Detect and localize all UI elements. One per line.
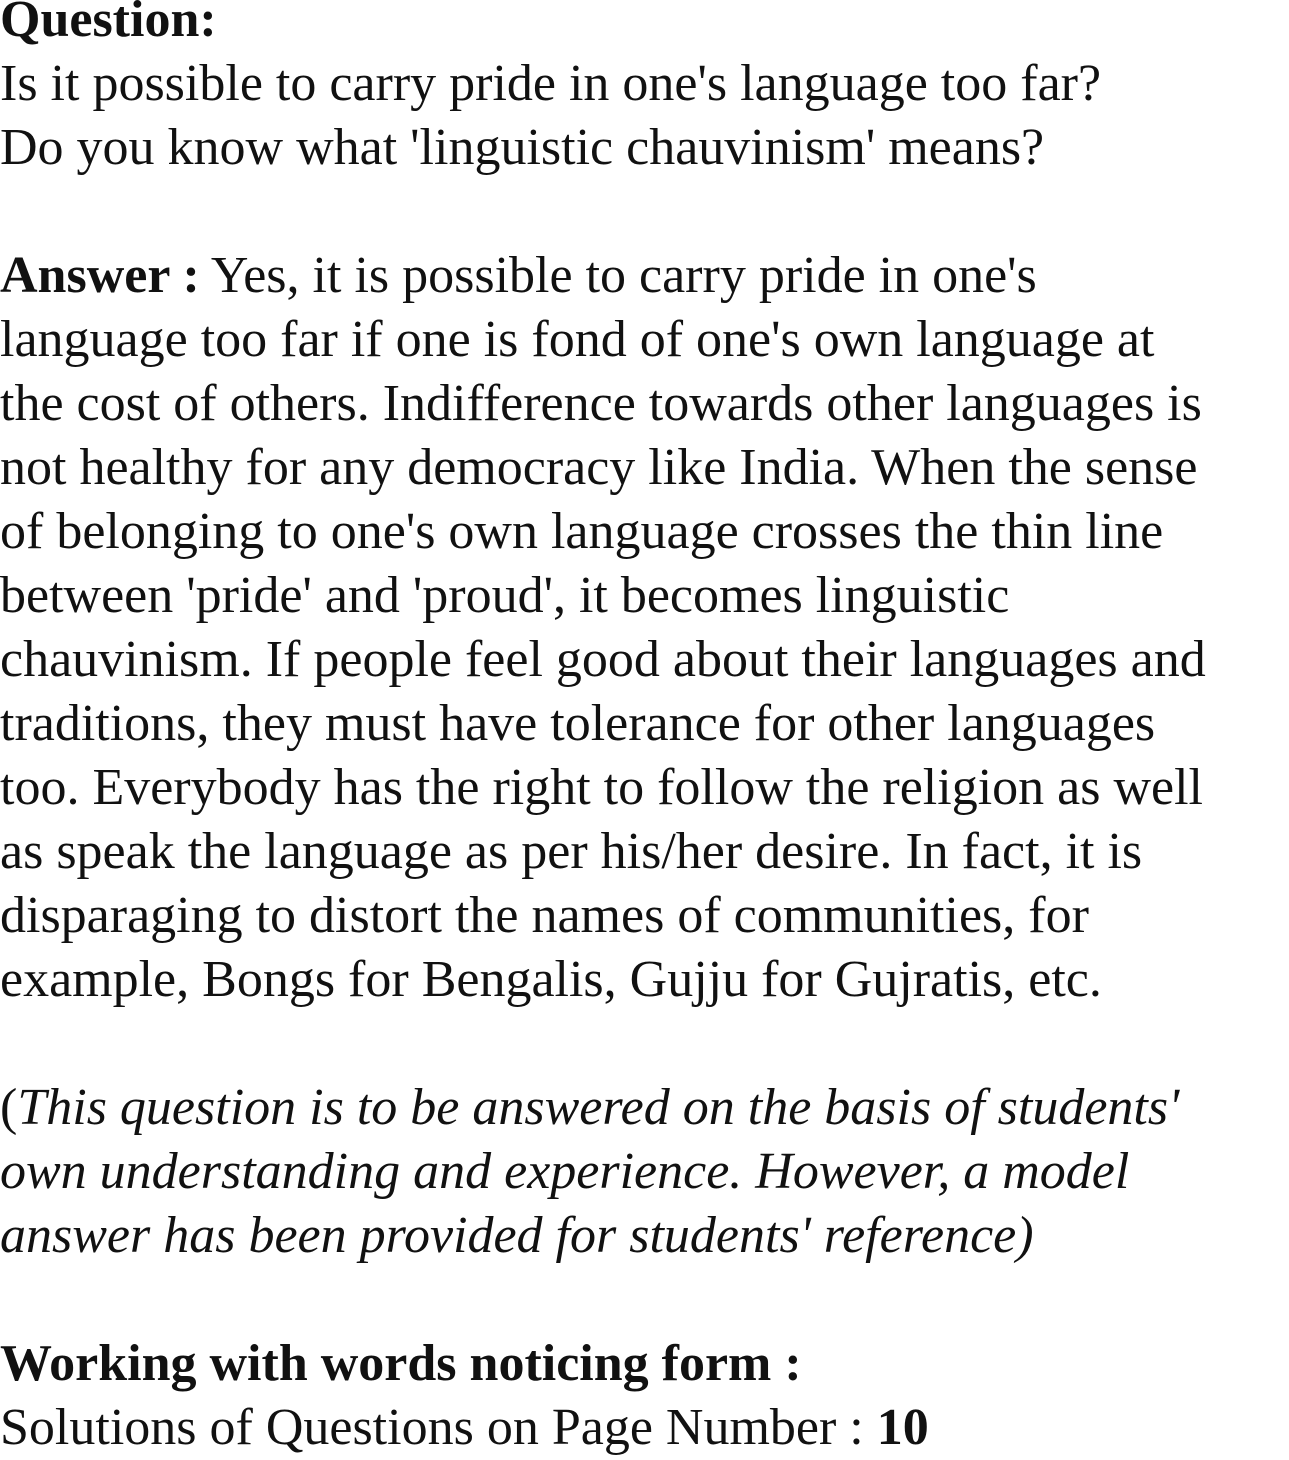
section-heading: Working with words noticing form :	[0, 1335, 802, 1392]
answer-line: the cost of others. Indifference towards other languages is	[0, 375, 1202, 432]
solutions-text: Solutions of Questions on Page Number :	[0, 1399, 877, 1456]
answer-line: language too far if one is fond of one's own language at	[0, 311, 1155, 368]
note-line-1	[0, 1076, 1179, 1140]
question-line-1: Is it possible to carry pride in one's language too far?	[0, 55, 1102, 112]
answer-line: not healthy for any democracy like India. When the sense	[0, 439, 1198, 496]
page-number: 10	[876, 1399, 929, 1456]
answer-line: between 'pride' and 'proud', it becomes linguistic	[0, 567, 1010, 624]
solutions-line	[0, 1396, 929, 1460]
answer-first-line-text: Yes, it is possible to carry pride in one's	[199, 247, 1037, 304]
answer-line: chauvinism. If people feel good about their languages and	[0, 631, 1206, 688]
note-line-3: answer has been provided for students' reference)	[0, 1207, 1034, 1264]
answer-label: Answer :	[0, 247, 200, 304]
answer-line: traditions, they must have tolerance for other languages	[0, 695, 1156, 752]
answer-line: of belonging to one's own language crosses the thin line	[0, 503, 1164, 560]
question-line-2: Do you know what 'linguistic chauvinism' means?	[0, 119, 1045, 176]
question-heading: Question:	[0, 0, 217, 48]
note-open-paren: (	[0, 1079, 18, 1136]
note-line-1-text: This question is to be answered on the basis of students'	[17, 1079, 1180, 1136]
answer-line: too. Everybody has the right to follow the religion as well	[0, 759, 1203, 816]
answer-line: as speak the language as per his/her desire. In fact, it is	[0, 823, 1143, 880]
answer-first-line	[0, 244, 1037, 308]
note-line-2: own understanding and experience. However, a model	[0, 1143, 1130, 1200]
answer-line: disparaging to distort the names of communities, for	[0, 887, 1089, 944]
answer-line: example, Bongs for Bengalis, Gujju for Gujratis, etc.	[0, 951, 1102, 1008]
